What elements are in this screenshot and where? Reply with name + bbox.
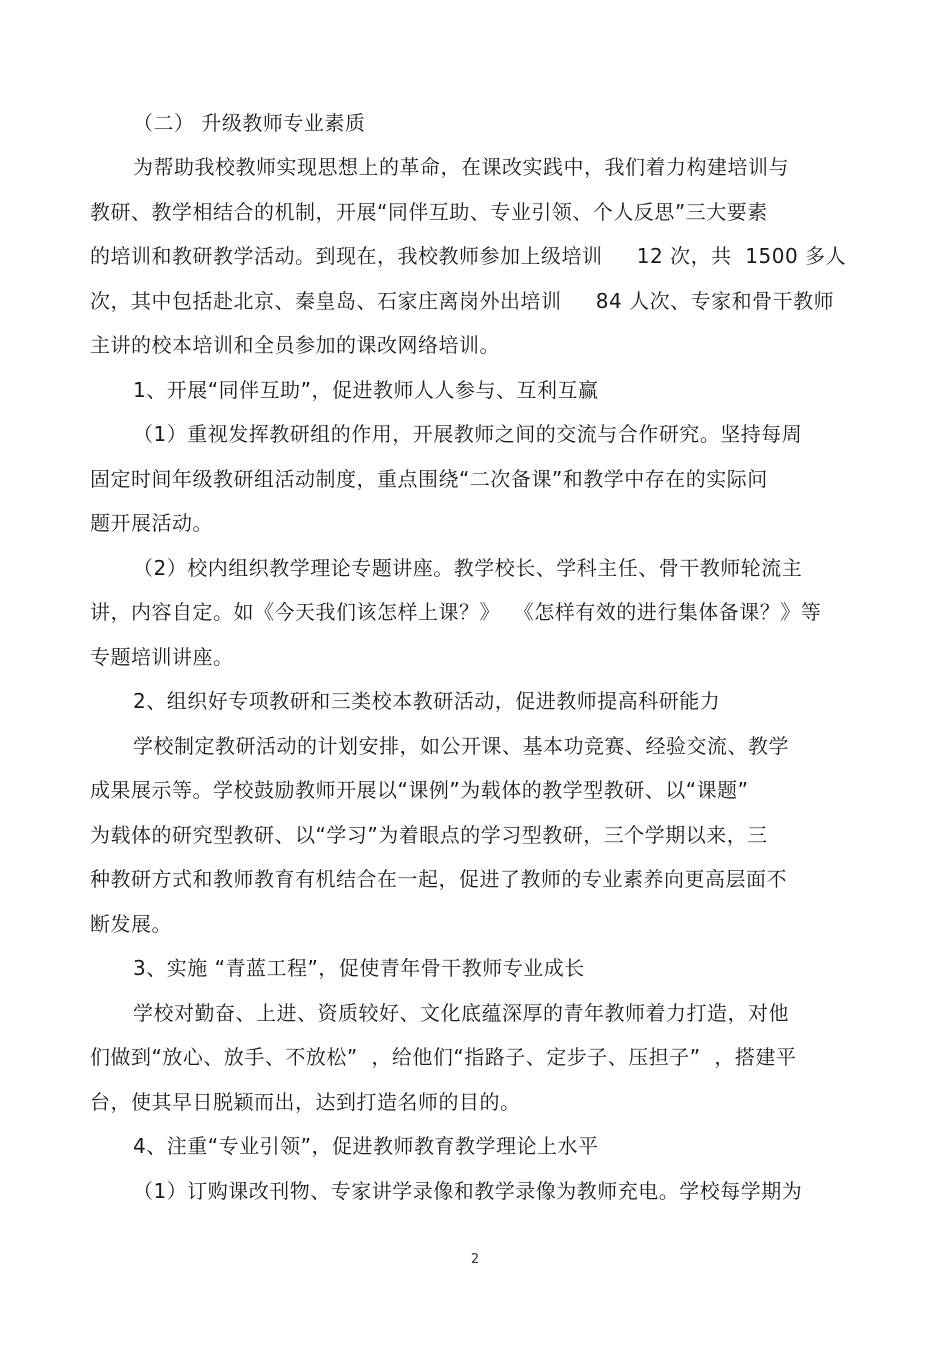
paragraph-line: 种教研方式和教师教育有机结合在一起，促进了教师的专业素养向更高层面不 <box>90 867 787 891</box>
paragraph-line: 的培训和教研教学活动。到现在，我校教师参加上级培训 12 次，共 1500 多人 <box>90 244 847 268</box>
paragraph-line: 专题培训讲座。 <box>90 645 234 669</box>
paragraph-line: 为帮助我校教师实现思想上的革命，在课改实践中，我们着力构建培训与 <box>133 155 789 179</box>
paragraph-line: 为载体的研究型教研、以“学习”为着眼点的学习型教研，三个学期以来，三 <box>90 823 768 847</box>
paragraph-line: 讲，内容自定。如《今天我们该怎样上课？》 《怎样有效的进行集体备课？》等 <box>90 600 822 624</box>
paragraph-line: 次，其中包括赴北京、秦皇岛、石家庄离岗外出培训 84 人次、专家和骨干教师 <box>90 289 835 313</box>
paragraph-line: （1）重视发挥教研组的作用，开展教师之间的交流与合作研究。坚持每周 <box>133 422 803 446</box>
paragraph-line: 主讲的校本培训和全员参加的课改网络培训。 <box>90 333 500 357</box>
subsection-heading: 3、实施 “青蓝工程”，促使青年骨干教师专业成长 <box>133 956 585 980</box>
paragraph-line: 学校制定教研活动的计划安排，如公开课、基本功竞赛、经验交流、教学 <box>133 734 789 758</box>
subsection-heading: 1、开展“同伴互助”，促进教师人人参与、互利互赢 <box>133 378 599 402</box>
paragraph-line: 题开展活动。 <box>90 511 213 535</box>
page-number: 2 <box>470 1252 480 1267</box>
section-heading: （二） 升级教师专业素质 <box>133 111 366 135</box>
paragraph-line: 成果展示等。学校鼓励教师开展以“课例”为载体的教学型教研、以“课题” <box>90 778 749 802</box>
subsection-heading: 2、组织好专项教研和三类校本教研活动，促进教师提高科研能力 <box>133 689 721 713</box>
paragraph-line: 们做到“放心、放手、不放松” ，给他们“指路子、定步子、压担子” ，搭建平 <box>90 1045 797 1069</box>
paragraph-line: （2）校内组织教学理论专题讲座。教学校长、学科主任、骨干教师轮流主 <box>133 556 803 580</box>
paragraph-line: 学校对勤奋、上进、资质较好、文化底蕴深厚的青年教师着力打造，对他 <box>133 1001 789 1025</box>
paragraph-line: 断发展。 <box>90 912 172 936</box>
paragraph-line: 固定时间年级教研组活动制度，重点围绕“二次备课”和教学中存在的实际问 <box>90 467 768 491</box>
paragraph-line: 教研、教学相结合的机制，开展“同伴互助、专业引领、个人反思”三大要素 <box>90 200 768 224</box>
paragraph-line: （1）订购课改刊物、专家讲学录像和教学录像为教师充电。学校每学期为 <box>133 1179 803 1203</box>
paragraph-line: 台，使其早日脱颖而出，达到打造名师的目的。 <box>90 1090 521 1114</box>
subsection-heading: 4、注重“专业引领”，促进教师教育教学理论上水平 <box>133 1134 599 1158</box>
